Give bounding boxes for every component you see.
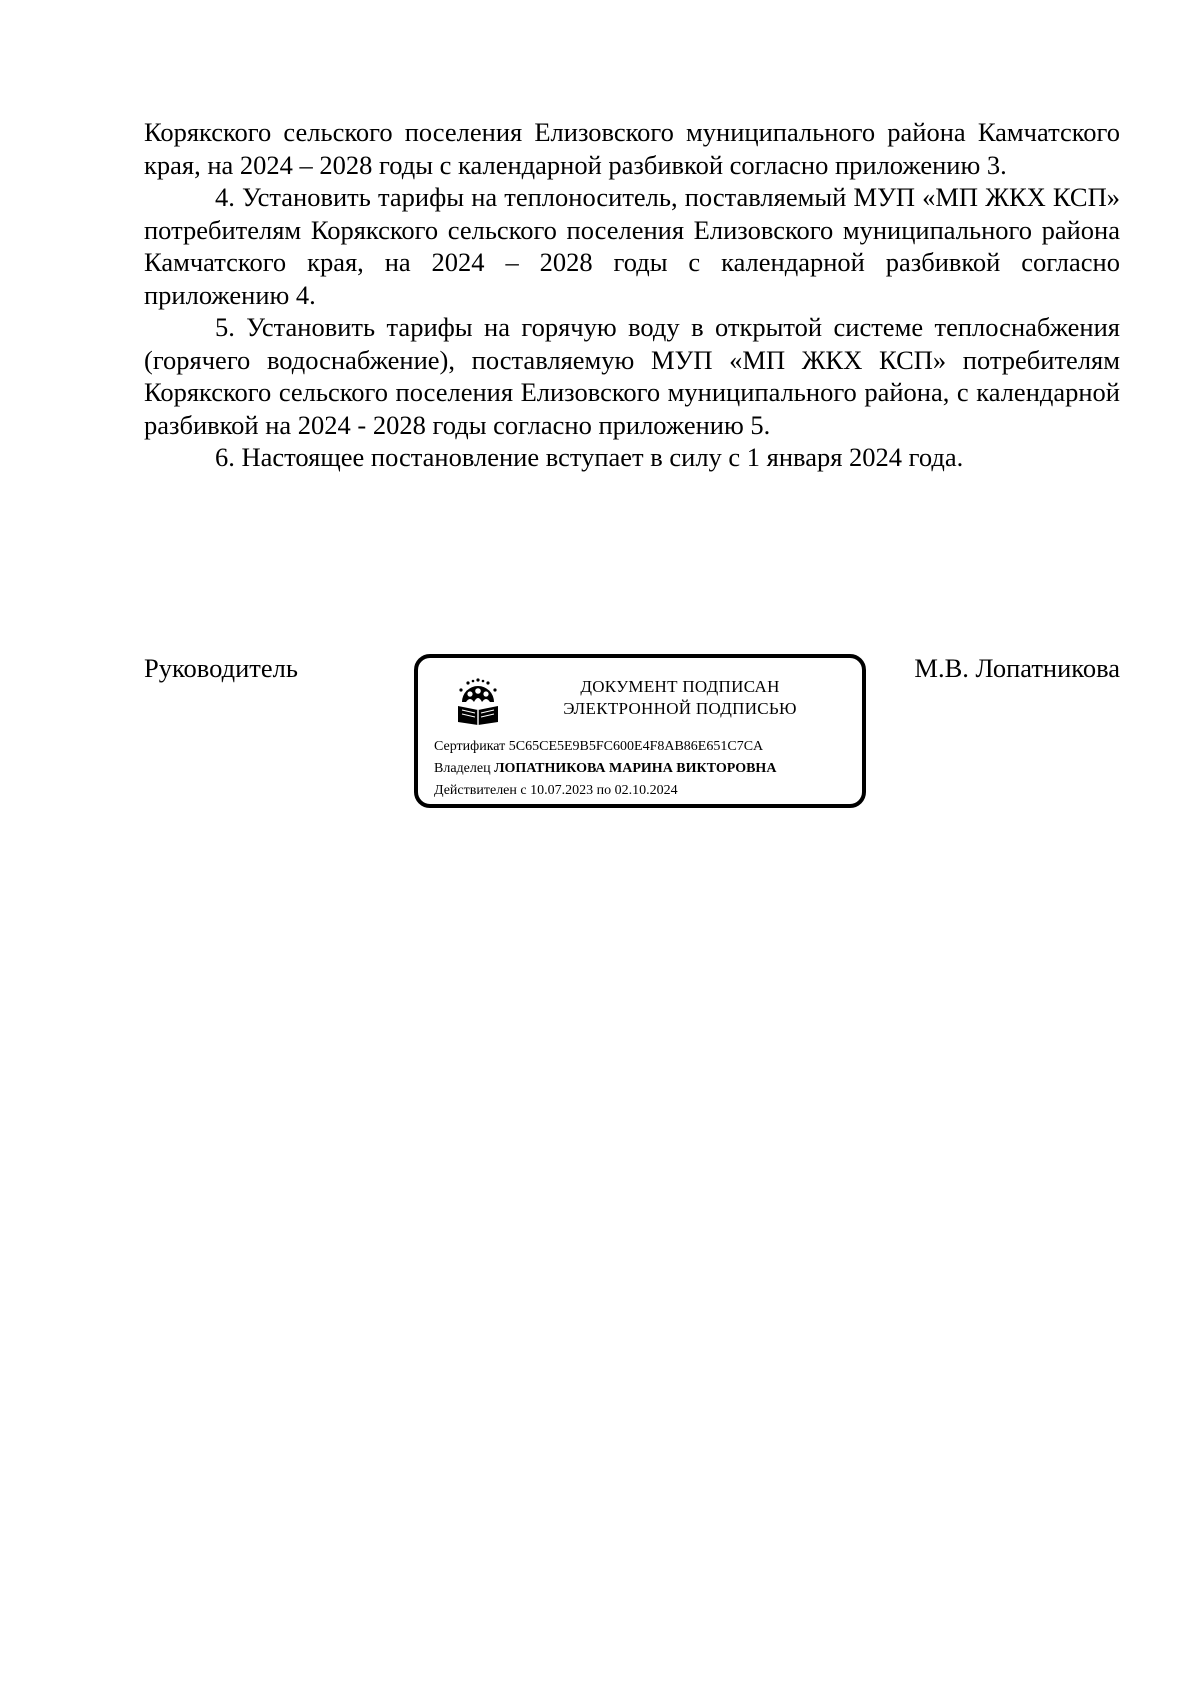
stamp-title-line2: ЭЛЕКТРОННОЙ ПОДПИСЬЮ	[563, 699, 797, 718]
emblem-icon	[454, 676, 502, 726]
stamp-title	[518, 676, 842, 720]
signer-name: М.В. Лопатникова	[914, 653, 1120, 683]
electronic-signature-stamp	[414, 654, 866, 808]
stamp-title-line1: ДОКУМЕНТ ПОДПИСАН	[580, 677, 780, 696]
document-body	[144, 116, 1120, 474]
owner-value: ЛОПАТНИКОВА МАРИНА ВИКТОРОВНА	[494, 761, 777, 776]
certificate-label: Сертификат	[434, 739, 506, 754]
paragraph-item-4: 4. Установить тарифы на теплоноситель, поставляемый МУП «МП ЖКХ КСП» потребителям Корякского сельского поселения Елизовского муниципального района Камчатского края, на 2024 – 2028 годы с календарной разбивкой согласно приложению 4.	[144, 182, 1120, 310]
signature-block	[144, 652, 1120, 822]
certificate-line	[434, 736, 852, 758]
valid-to: 02.10.2024	[614, 783, 678, 798]
paragraph-item-6: 6. Настоящее постановление вступает в силу с 1 января 2024 года.	[215, 442, 964, 472]
stamp-details	[434, 736, 852, 802]
valid-to-label: по	[596, 783, 612, 798]
valid-label: Действителен с	[434, 783, 527, 798]
paragraph-item-5: 5. Установить тарифы на горячую воду в открытой системе теплоснабжения (горячего водоснабжение), поставляемую МУП «МП ЖКХ КСП» потребителям Корякского сельского поселения Елизовского муниципального района, с календарной разбивкой на 2024 - 2028 годы согласно приложению 5.	[144, 312, 1120, 440]
validity-line	[434, 780, 852, 802]
signer-position: Руководитель	[144, 653, 298, 683]
certificate-value: 5C65CE5E9B5FC600E4F8AB86E651C7CA	[508, 739, 764, 754]
owner-label: Владелец	[434, 761, 491, 776]
paragraph-continuation: Корякского сельского поселения Елизовского муниципального района Камчатского края, на 2024 – 2028 годы с календарной разбивкой согласно приложению 3.	[144, 117, 1120, 180]
owner-line	[434, 758, 852, 780]
valid-from: 10.07.2023	[530, 783, 594, 798]
